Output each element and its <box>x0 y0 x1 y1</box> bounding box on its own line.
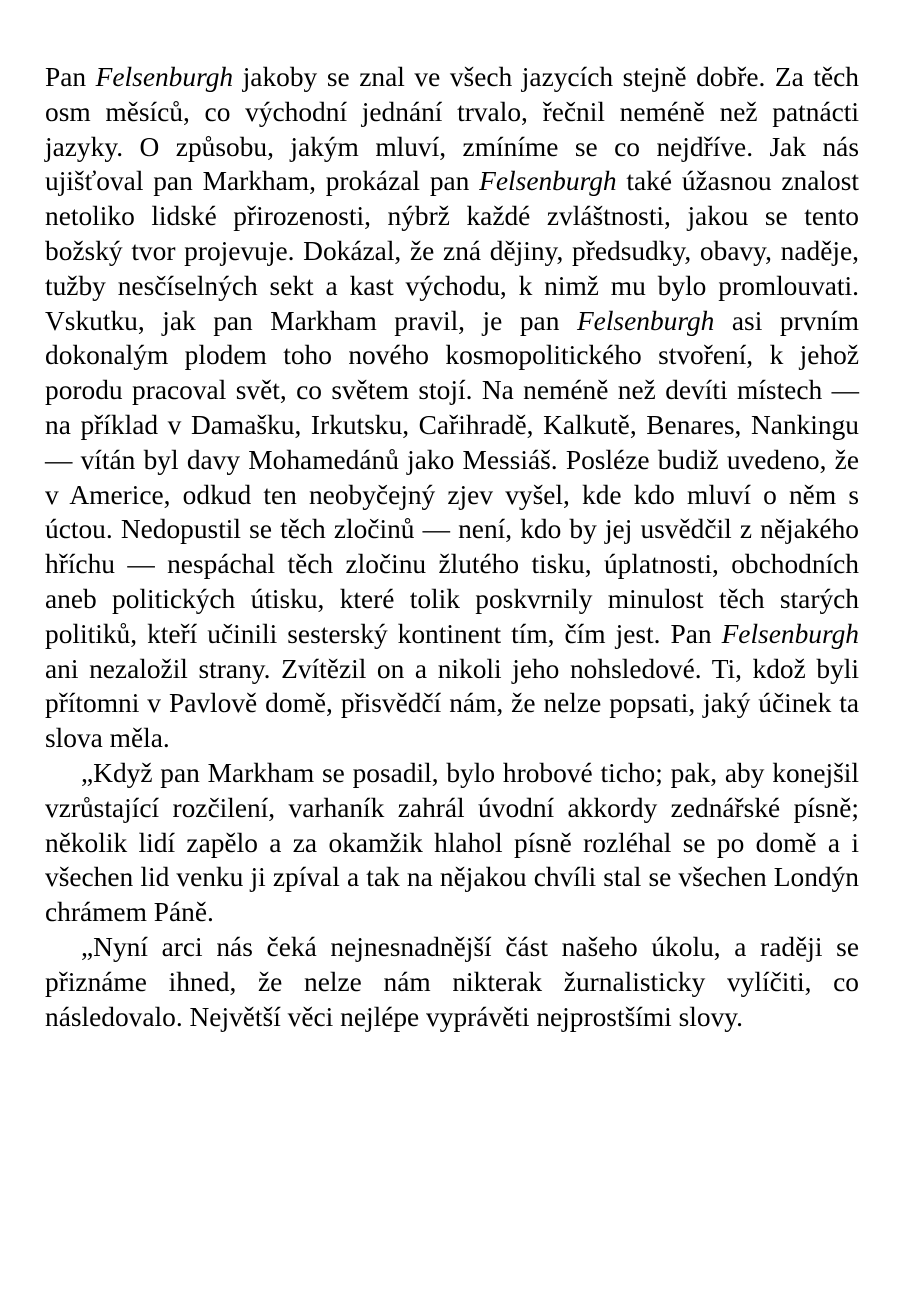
name-felsenburgh: Felsenburgh <box>479 166 617 197</box>
text-segment: Pan <box>45 62 96 92</box>
text-segment: ani nezaložil strany. Zvítězil on a nikoli jeho nohsledové. Ti, kdož byli přítomni v Pavlově domě, přisvědčí nám, že nelze popsati, jaký účinek ta slova měla. <box>45 653 859 754</box>
page-text-block <box>45 60 859 1034</box>
name-felsenburgh: Felsenburgh <box>576 305 715 336</box>
paragraph-1 <box>45 60 859 756</box>
text-segment: „Když pan Markham se posadil, bylo hrobové ticho; pak, aby konejšil vzrůstající rozčilení, varhaník zahrál úvodní akkordy zednářské písně; několik lidí zapělo a za okamžik hlahol písně rozléhal se po domě a i všechen lid venku ji zpíval a tak na nějakou chvíli stal se všechen Londýn chrámem Páně. <box>45 757 859 928</box>
name-felsenburgh: Felsenburgh <box>721 618 859 649</box>
paragraph-2 <box>45 756 859 930</box>
paragraph-3 <box>45 930 859 1034</box>
text-segment: také úžasnou znalost netoliko lidské přirozenosti, nýbrž každé zvláštnosti, jakou se tento božský tvor projevuje. Dokázal, že zná dějiny, předsudky, obavy, naděje, tužby nesčíselných sekt a kast východu, k nimž mu bylo promlouvati. Vskutku, jak pan Markham pravil, je pan <box>45 166 859 336</box>
text-segment: „Nyní arci nás čeká nejnesnadnější část našeho úkolu, a raději se přiznáme ihned, že nelze nám nikterak žurnalisticky vylíčiti, co následovalo. Největší věci nejlépe vyprávěti nejprostšími slovy. <box>45 931 859 1032</box>
name-felsenburgh: Felsenburgh <box>95 62 234 92</box>
text-segment: jakoby se znal ve všech jazycích stejně dobře. Za těch osm měsíců, co východní jednání trvalo, řečnil neméně než patnácti jazyky. O způsobu, jakým mluví, zmíníme se co nejdříve. Jak nás ujišťoval pan Markham, prokázal pan <box>45 62 859 197</box>
text-segment: asi prvním dokonalým plodem toho nového kosmopolitického stvoření, k jehož porodu pracoval svět, co světem stojí. Na neméně než devíti místech — na příklad v Damašku, Irkutsku, Cařihradě, Kalkutě, Benares, Nankingu — vítán byl davy Mohamedánů jako Messiáš. Posléze budiž uvedeno, že v Americe, odkud ten neobyčejný zjev vyšel, kde kdo mluví o něm s úctou. Nedopustil se těch zločinů — není, kdo by jej usvědčil z nějakého hříchu — nespáchal těch zločinu žlutého tisku, úplatnosti, obchodních aneb politických útisku, které tolik poskvrnily minulost těch starých politiků, kteří učinili sesterský kontinent tím, čím jest. Pan <box>45 305 859 649</box>
